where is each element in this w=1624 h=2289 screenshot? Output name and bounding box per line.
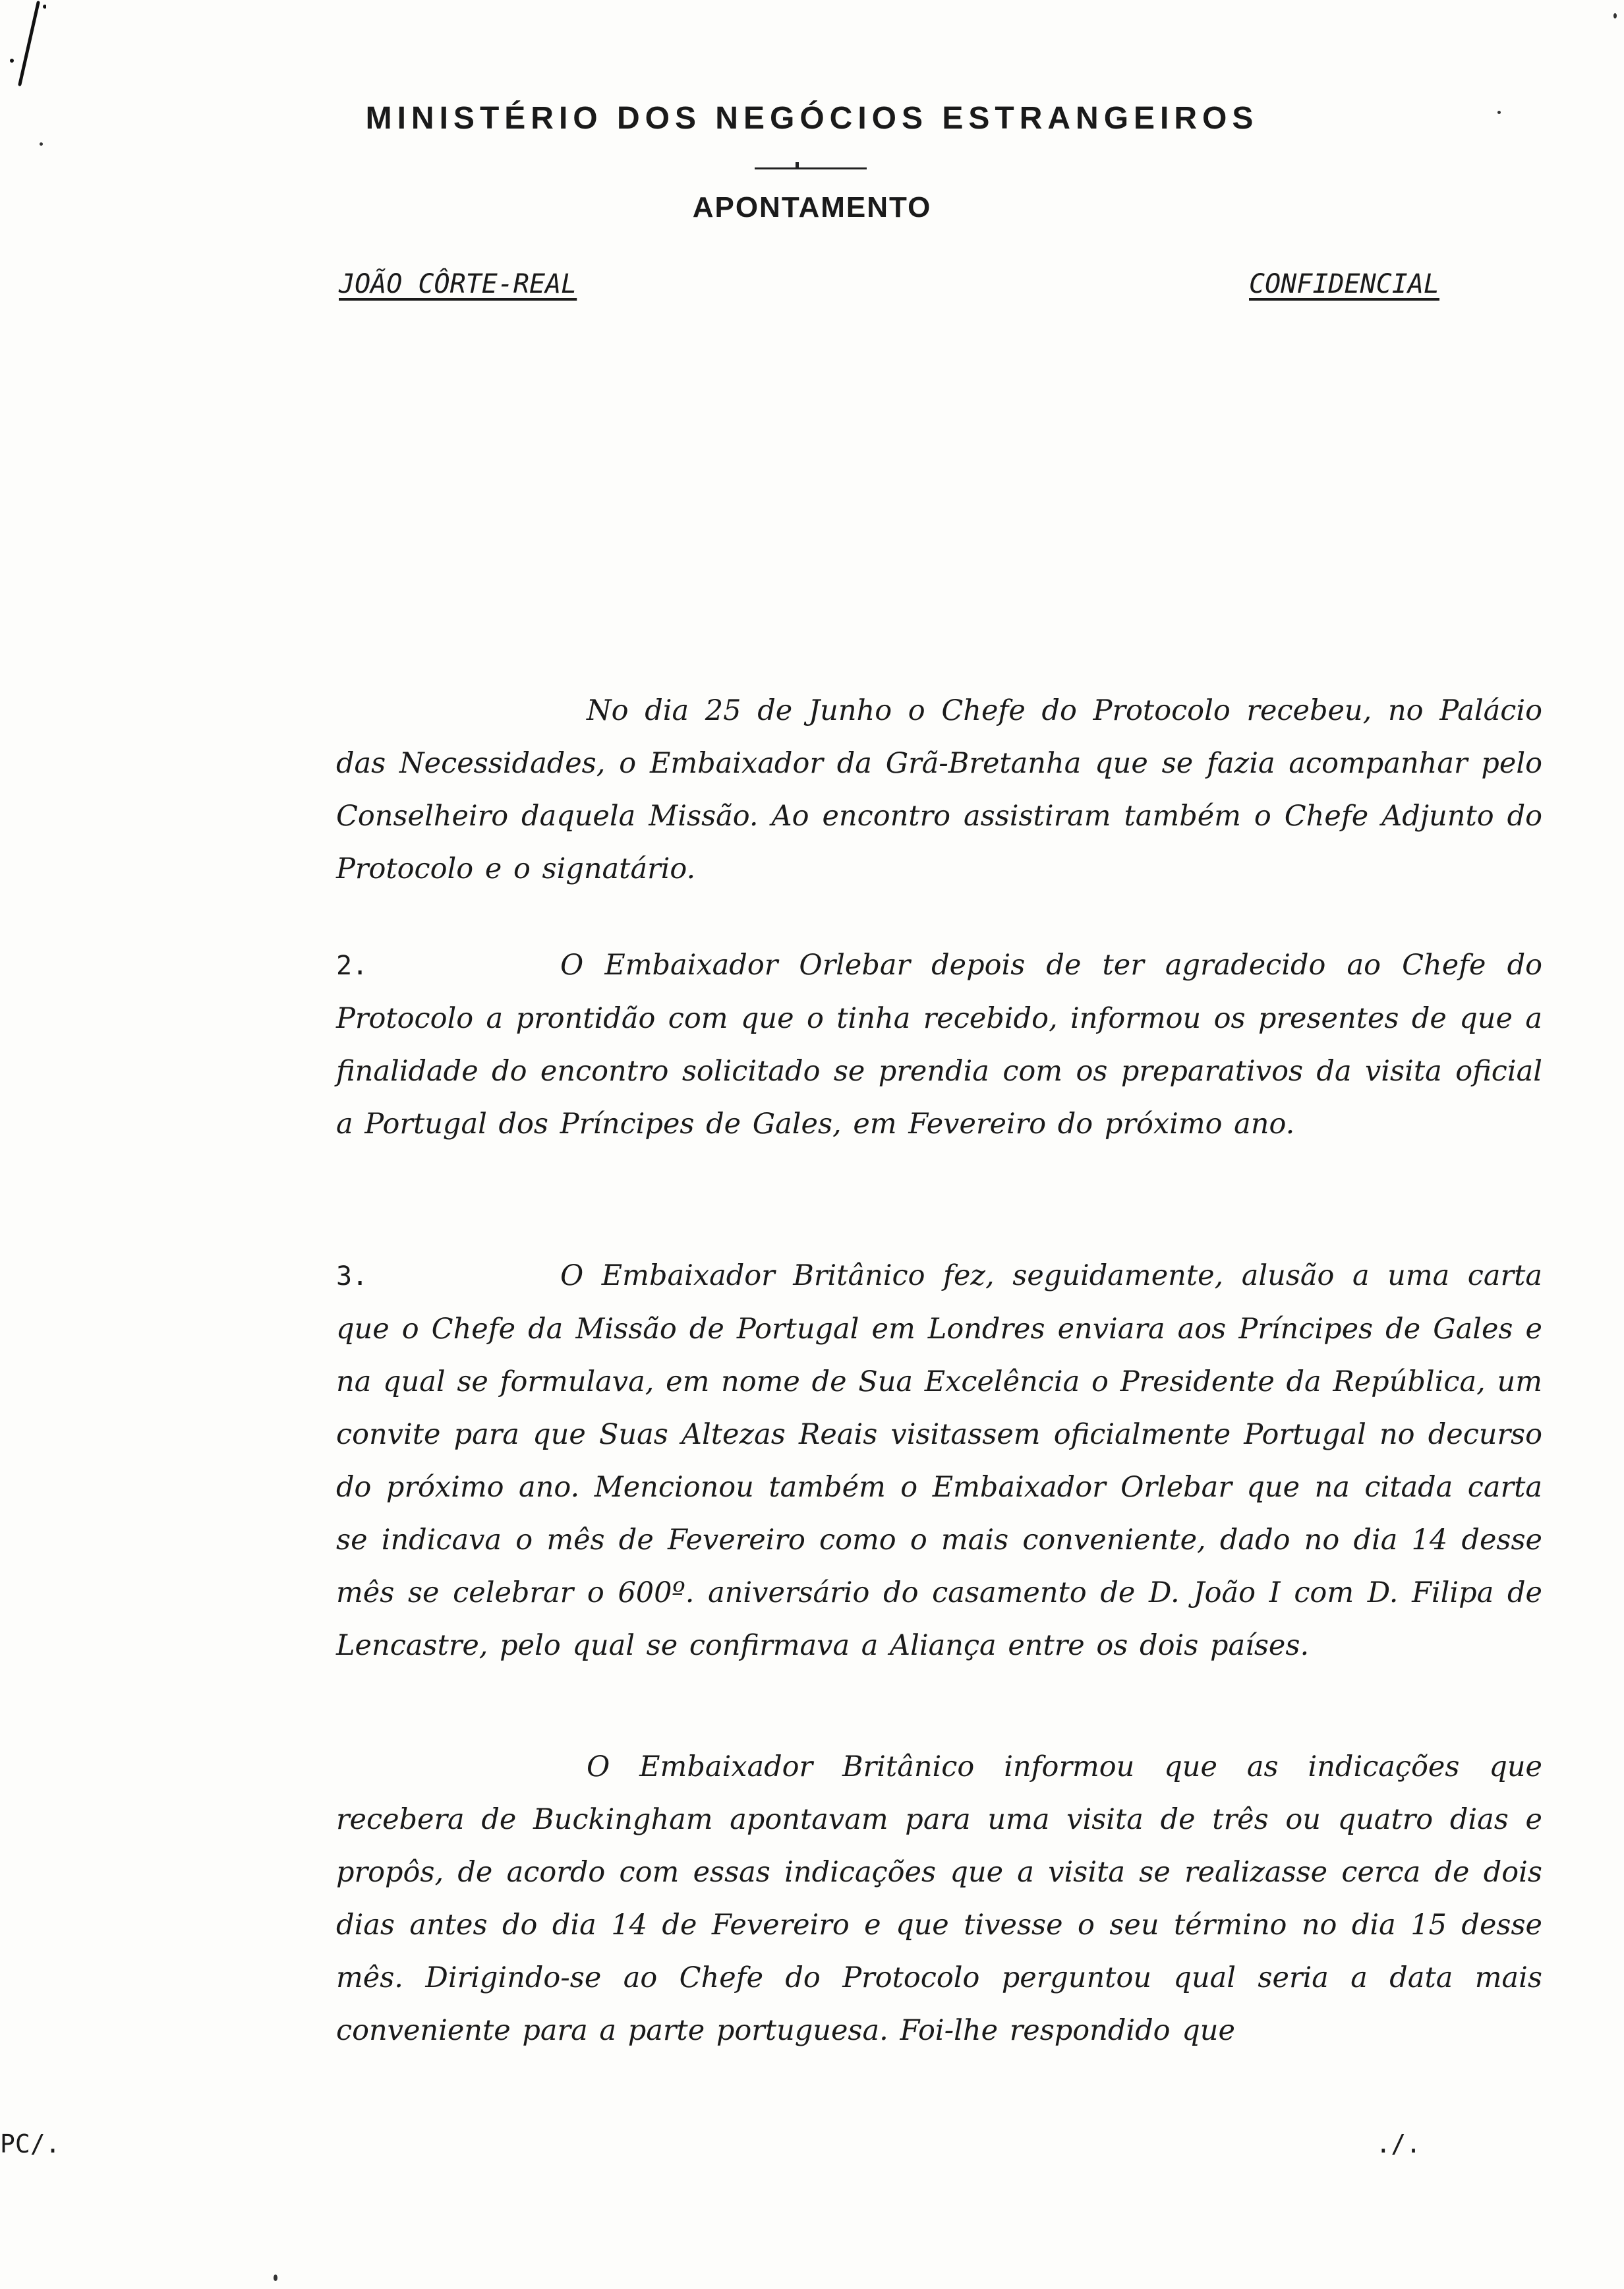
ministry-heading: MINISTÉRIO DOS NEGÓCIOS ESTRANGEIROS (365, 101, 1259, 136)
paragraph-1 (336, 684, 1542, 895)
document-type-title: APONTAMENTO (692, 191, 932, 223)
footer-reference: PC/. (0, 2129, 61, 2158)
paper-speck (274, 2274, 277, 2281)
paragraph-4-text: O Embaixador Britânico informou que as indicações que recebera de Buckingham apontavam para uma visita de três ou quatro dias e propôs, de acordo com essas indicações que a visita se realizasse cerca de dois dias antes do dia 14 de Fevereiro e que tivesse o seu término no dia 15 desse mês. Dirigindo-se ao Chefe do Protocolo perguntou qual seria a data mais conveniente para a parte portuguesa. Foi-lhe respondido que (336, 1750, 1542, 2047)
paragraph-1-text: No dia 25 de Junho o Chefe do Protocolo recebeu, no Palácio das Necessidades, o Embaixador da Grã-Bretanha que se fazia acompanhar pelo Conselheiro daquela Missão. Ao encontro assistiram também o Chefe Adjunto do Protocolo e o signatário. (336, 694, 1542, 885)
classification-label: CONFIDENCIAL (1249, 269, 1439, 299)
author-name: JOÃO CÔRTE-REAL (339, 269, 577, 299)
pen-stroke-mark (7, 0, 46, 92)
heading-divider (755, 167, 867, 169)
heading-divider-tick (796, 162, 799, 167)
paragraph-3-number: 3. (336, 1261, 368, 1292)
paper-speck (1613, 13, 1617, 18)
paragraph-3-text-before: O Embaixador Britânico fez, seguidamente, alusão a uma carta que o Chefe da Missão de Portugal em Londres enviara aos Príncipes de Gales e na qual se formulava, em nome de Sua Excelência o Presidente da República, um convite para que Suas Altezas Reais visitassem (336, 1259, 1542, 1451)
continuation-mark: ./. (1376, 2129, 1421, 2158)
paragraph-2 (336, 939, 1542, 1150)
paragraph-4 (336, 1740, 1542, 2057)
paragraph-3 (336, 1249, 1542, 1672)
paragraph-2-number: 2. (336, 951, 368, 981)
paragraph-3-text-after: oficialmente Portugal no decurso do próximo ano. Mencionou também o Embaixador Orlebar que na citada carta se indicava o mês de Fevereiro como o mais conveniente, dado no dia 14 desse mês se celebrar o 600º. aniversário do casamento de D. João I com D. Filipa de Lencastre, pelo qual se confirmava a Aliança entre os dois países. (336, 1418, 1542, 1662)
paragraph-2-text: O Embaixador Orlebar depois de ter agradecido ao Chefe do Protocolo a prontidão com que o tinha recebido, informou os presentes de que a finalidade do encontro solicitado se prendia com os preparativos da visita oficial a Portugal dos Príncipes de Gales, em Fevereiro do próximo ano. (336, 949, 1542, 1141)
paper-speck (40, 142, 43, 146)
paper-speck (1497, 111, 1501, 114)
